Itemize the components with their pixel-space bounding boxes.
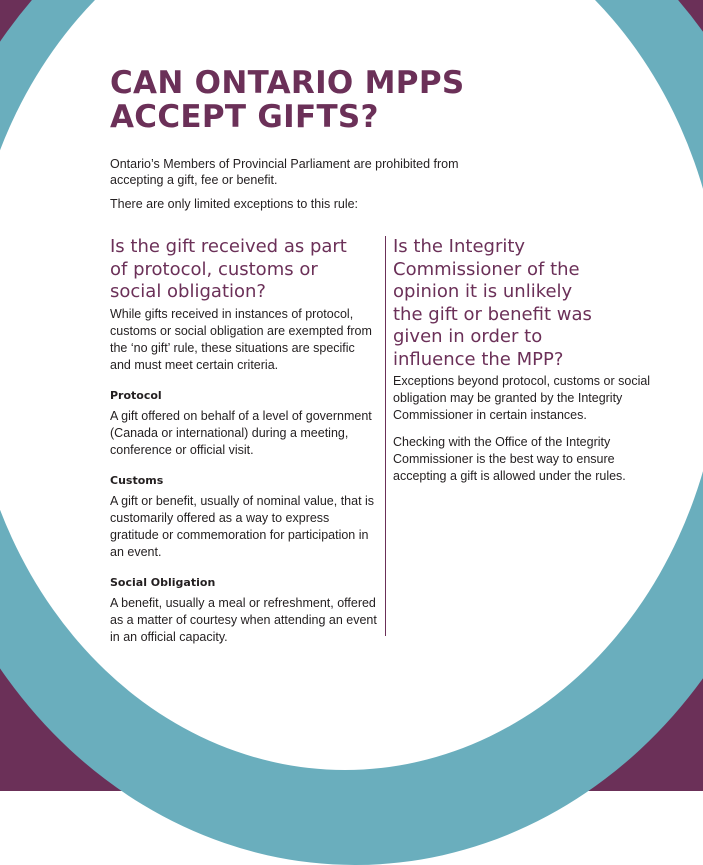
column-heading-line: given in order to	[393, 326, 543, 347]
intro-exceptions-note: There are only limited exceptions to this rule:	[110, 197, 359, 211]
column-heading	[393, 236, 655, 371]
column-heading-line: of protocol, customs or	[110, 258, 318, 280]
section-heading-customs: Customs	[110, 473, 164, 487]
intro-paragraph: Ontario’s Members of Provincial Parliament are prohibited from accepting a gift, fee or benefit.	[110, 157, 459, 187]
column-heading-line: Is the gift received as part	[110, 236, 347, 257]
page-title-line: ACCEPT GIFTS?	[110, 99, 379, 135]
column-divider	[385, 236, 386, 636]
page-title-line: CAN ONTARIO MPPS	[110, 65, 465, 101]
column-body: While gifts received in instances of protocol, customs or social obligation are exempted from the ‘no gift’ rule, these situations are specific and must meet certain criteria.	[110, 306, 372, 372]
section-heading-social-obligation: Social Obligation	[110, 575, 216, 589]
column-heading-line: opinion it is unlikely	[393, 281, 573, 302]
column-heading-line: social obligation?	[110, 281, 266, 302]
section-text-customs: A gift or benefit, usually of nominal value, that is customarily offered as a way to express gratitude or commemoration for participation in an event.	[110, 493, 375, 559]
office-contact-paragraph: Checking with the Office of the Integrity Commissioner is the best way to ensure accepting a gift is allowed under the rules.	[393, 435, 626, 483]
page-title	[110, 66, 590, 134]
protocol-customs-column	[110, 236, 378, 646]
exceptions-paragraph: Exceptions beyond protocol, customs or social obligation may be granted by the Integrity Commissioner in certain instances.	[393, 374, 651, 422]
column-heading-line: Is the Integrity	[393, 236, 526, 257]
section-text-social-obligation: A benefit, usually a meal or refreshment, offered as a matter of courtesy when attending an event in an official capacity.	[110, 595, 377, 644]
column-heading-line: Commissioner of the	[393, 258, 580, 280]
integrity-commissioner-column	[393, 236, 655, 485]
column-heading-line: the gift or benefit was	[393, 303, 592, 325]
section-text-protocol: A gift offered on behalf of a level of government (Canada or international) during a meeting, conference or official visit.	[110, 408, 372, 457]
column-heading-line: influence the MPP?	[393, 348, 564, 370]
column-heading	[110, 236, 378, 304]
section-heading-protocol: Protocol	[110, 388, 162, 402]
